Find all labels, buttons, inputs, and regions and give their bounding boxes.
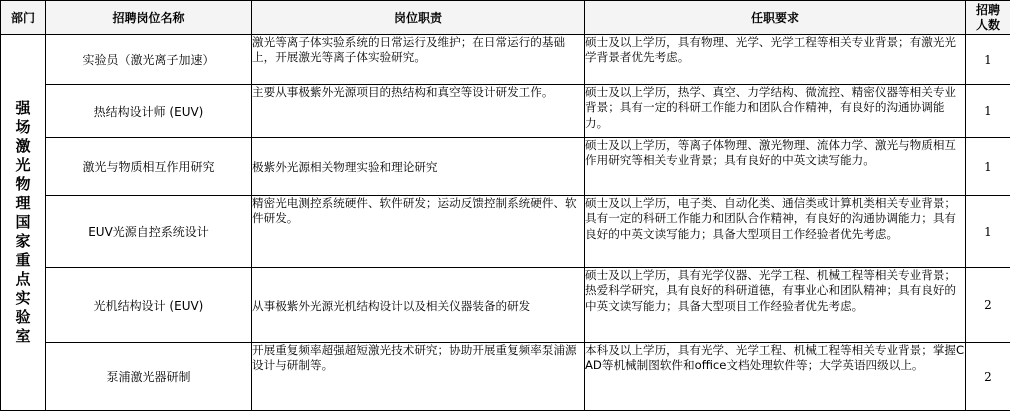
position-cell: 光机结构设计 (EUV): [46, 268, 252, 343]
header-duties: 岗位职责: [252, 1, 585, 35]
count-cell: 1: [966, 85, 1010, 138]
table-row: [1, 85, 1010, 138]
requirements-cell: 硕士及以上学历，热学、真空、力学结构、微流控、精密仪器等相关专业背景；具有一定的科研工作能力和团队合作精神，有良好的沟通协调能力。: [585, 85, 966, 138]
duties-cell: 开展重复频率超强超短激光技术研究；协助开展重复频率泵浦源设计与研制等。: [252, 343, 585, 411]
table-row: [1, 343, 1010, 411]
requirements-cell: 硕士及以上学历，具有光学仪器、光学工程、机械工程等相关专业背景；热爱科学研究，具有良好的科研道德，有事业心和团队精神；具有良好的中英文读写能力；具备大型项目工作经验者优先考虑。: [585, 268, 966, 343]
count-cell: 1: [966, 35, 1010, 85]
count-cell: 1: [966, 196, 1010, 268]
table-row: [1, 138, 1010, 196]
requirements-cell: 硕士及以上学历，电子类、自动化类、通信类或计算机类相关专业背景；具有一定的科研工作能力和团队合作精神，有良好的沟通协调能力；具有良好的中英文读写能力；具备大型项目工作经验者优先考虑。: [585, 196, 966, 268]
count-cell: 2: [966, 268, 1010, 343]
header-count-text: 招聘人数: [975, 2, 1000, 32]
header-count: [966, 1, 1010, 35]
position-cell: EUV光源自控系统设计: [46, 196, 252, 268]
department-name: 强场激光物理国家重点实验室: [15, 99, 31, 345]
header-department: 部门: [1, 1, 46, 35]
position-cell: 泵浦激光器研制: [46, 343, 252, 411]
requirements-cell: 硕士及以上学历，等离子体物理、激光物理、流体力学、激光与物质相互作用研究等相关专业背景；具有良好的中英文读写能力。: [585, 138, 966, 196]
requirements-cell: 本科及以上学历，具有光学、光学工程、机械工程等相关专业背景；掌握CAD等机械制图软件和office文档处理软件等；大学英语四级以上。: [585, 343, 966, 411]
table-row: [1, 35, 1010, 85]
position-cell: 激光与物质相互作用研究: [46, 138, 252, 196]
table-header-row: [1, 1, 1010, 35]
duties-cell: 主要从事极紫外光源项目的热结构和真空等设计研发工作。: [252, 85, 585, 138]
table-row: [1, 268, 1010, 343]
count-cell: 2: [966, 343, 1010, 411]
duties-cell: 激光等离子体实验系统的日常运行及维护；在日常运行的基础上，开展激光等离子体实验研究。: [252, 35, 585, 85]
position-cell: 实验员（激光离子加速）: [46, 35, 252, 85]
department-cell: [1, 35, 46, 411]
table-row: [1, 196, 1010, 268]
count-cell: 1: [966, 138, 1010, 196]
header-position: 招聘岗位名称: [46, 1, 252, 35]
position-cell: 热结构设计师 (EUV): [46, 85, 252, 138]
duties-cell: 从事极紫外光源光机结构设计以及相关仪器装备的研发: [252, 268, 585, 343]
duties-cell: 精密光电测控系统硬件、软件研发；运动反馈控制系统硬件、软件研发。: [252, 196, 585, 268]
header-requirements: 任职要求: [585, 1, 966, 35]
requirements-cell: 硕士及以上学历，具有物理、光学、光学工程等相关专业背景；有激光光学背景者优先考虑。: [585, 35, 966, 85]
duties-cell: 极紫外光源相关物理实验和理论研究: [252, 138, 585, 196]
